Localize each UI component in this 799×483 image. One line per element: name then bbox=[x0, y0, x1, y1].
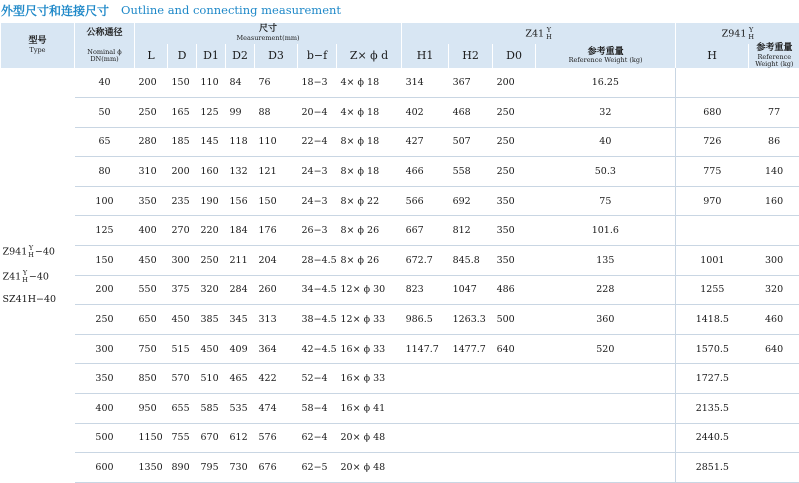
cell-H1: 566 bbox=[402, 186, 449, 216]
cell-D1: 220 bbox=[197, 216, 226, 246]
table-row bbox=[1, 186, 799, 216]
cell-weight-z941: 77 bbox=[749, 98, 799, 128]
cell-D0: 486 bbox=[493, 275, 536, 305]
cell-D0 bbox=[493, 364, 536, 394]
cell-D: 150 bbox=[168, 68, 197, 98]
cell-H2 bbox=[449, 453, 493, 483]
cell-H: 775 bbox=[676, 157, 749, 187]
cell-D0: 350 bbox=[493, 186, 536, 216]
cell-H2: 367 bbox=[449, 68, 493, 98]
cell-D: 890 bbox=[168, 453, 197, 483]
cell-H bbox=[676, 68, 749, 98]
cell-weight-z941 bbox=[749, 453, 799, 483]
cell-zd: 20× ϕ 48 bbox=[337, 423, 402, 453]
cell-bf: 62−5 bbox=[298, 453, 337, 483]
cell-weight-z41: 75 bbox=[536, 186, 676, 216]
cell-D: 165 bbox=[168, 98, 197, 128]
table-row bbox=[1, 453, 799, 483]
cell-H: 1418.5 bbox=[676, 305, 749, 335]
cell-weight-z41 bbox=[536, 453, 676, 483]
table-row bbox=[1, 394, 799, 424]
cell-L: 650 bbox=[135, 305, 168, 335]
cell-H1: 667 bbox=[402, 216, 449, 246]
cell-weight-z941 bbox=[749, 423, 799, 453]
col-weight-z941: 参考重量 Reference Weight (kg) bbox=[749, 44, 799, 68]
col-H2: H2 bbox=[449, 44, 493, 68]
cell-D0: 350 bbox=[493, 216, 536, 246]
cell-H: 1001 bbox=[676, 246, 749, 276]
cell-D2: 84 bbox=[226, 68, 255, 98]
cell-L: 750 bbox=[135, 334, 168, 364]
cell-L: 350 bbox=[135, 186, 168, 216]
cell-D0: 250 bbox=[493, 98, 536, 128]
cell-D: 300 bbox=[168, 246, 197, 276]
header-dn: 公称通径 bbox=[75, 23, 135, 44]
cell-zd: 4× ϕ 18 bbox=[337, 98, 402, 128]
cell-dn: 400 bbox=[75, 394, 135, 424]
heading-en: Outline and connecting measurement bbox=[121, 3, 341, 17]
cell-D: 450 bbox=[168, 305, 197, 335]
cell-dn: 80 bbox=[75, 157, 135, 187]
cell-weight-z941: 86 bbox=[749, 127, 799, 157]
cell-zd: 16× ϕ 41 bbox=[337, 394, 402, 424]
cell-D3: 422 bbox=[255, 364, 298, 394]
cell-bf: 38−4.5 bbox=[298, 305, 337, 335]
cell-D0: 200 bbox=[493, 68, 536, 98]
cell-H2: 1477.7 bbox=[449, 334, 493, 364]
cell-D1: 110 bbox=[197, 68, 226, 98]
cell-L: 250 bbox=[135, 98, 168, 128]
cell-H: 970 bbox=[676, 186, 749, 216]
cell-H: 2135.5 bbox=[676, 394, 749, 424]
cell-H2 bbox=[449, 394, 493, 424]
cell-dn: 50 bbox=[75, 98, 135, 128]
cell-D0 bbox=[493, 423, 536, 453]
cell-weight-z941: 640 bbox=[749, 334, 799, 364]
cell-dn: 100 bbox=[75, 186, 135, 216]
cell-weight-z41: 135 bbox=[536, 246, 676, 276]
cell-D1: 585 bbox=[197, 394, 226, 424]
cell-L: 450 bbox=[135, 246, 168, 276]
cell-D1: 250 bbox=[197, 246, 226, 276]
cell-dn: 250 bbox=[75, 305, 135, 335]
cell-zd: 16× ϕ 33 bbox=[337, 364, 402, 394]
cell-D1: 450 bbox=[197, 334, 226, 364]
cell-D: 375 bbox=[168, 275, 197, 305]
col-weight-z41: 参考重量 Reference Weight (kg) bbox=[536, 44, 676, 68]
cell-L: 310 bbox=[135, 157, 168, 187]
col-L: L bbox=[135, 44, 168, 68]
cell-zd: 4× ϕ 18 bbox=[337, 68, 402, 98]
cell-H bbox=[676, 216, 749, 246]
cell-D3: 150 bbox=[255, 186, 298, 216]
cell-D1: 670 bbox=[197, 423, 226, 453]
cell-D3: 110 bbox=[255, 127, 298, 157]
cell-zd: 20× ϕ 48 bbox=[337, 453, 402, 483]
col-D3: D3 bbox=[255, 44, 298, 68]
spec-table bbox=[0, 23, 799, 483]
cell-bf: 34−4.5 bbox=[298, 275, 337, 305]
table-row bbox=[1, 364, 799, 394]
cell-D: 515 bbox=[168, 334, 197, 364]
cell-weight-z41: 228 bbox=[536, 275, 676, 305]
cell-D1: 190 bbox=[197, 186, 226, 216]
col-D0: D0 bbox=[493, 44, 536, 68]
cell-zd: 8× ϕ 18 bbox=[337, 127, 402, 157]
cell-dn: 40 bbox=[75, 68, 135, 98]
cell-D0: 250 bbox=[493, 127, 536, 157]
cell-D2: 535 bbox=[226, 394, 255, 424]
cell-bf: 52−4 bbox=[298, 364, 337, 394]
cell-dn: 600 bbox=[75, 453, 135, 483]
cell-H1 bbox=[402, 364, 449, 394]
cell-H: 1255 bbox=[676, 275, 749, 305]
cell-weight-z41 bbox=[536, 364, 676, 394]
cell-weight-z41 bbox=[536, 423, 676, 453]
cell-D0 bbox=[493, 394, 536, 424]
cell-H2: 692 bbox=[449, 186, 493, 216]
cell-weight-z941 bbox=[749, 68, 799, 98]
cell-L: 850 bbox=[135, 364, 168, 394]
cell-weight-z41: 32 bbox=[536, 98, 676, 128]
cell-D2: 284 bbox=[226, 275, 255, 305]
table-row bbox=[1, 68, 799, 98]
table-row bbox=[1, 423, 799, 453]
cell-H2 bbox=[449, 364, 493, 394]
cell-D1: 160 bbox=[197, 157, 226, 187]
table-row bbox=[1, 334, 799, 364]
cell-dn: 125 bbox=[75, 216, 135, 246]
cell-bf: 24−3 bbox=[298, 157, 337, 187]
cell-dn: 65 bbox=[75, 127, 135, 157]
cell-H: 1727.5 bbox=[676, 364, 749, 394]
cell-zd: 16× ϕ 33 bbox=[337, 334, 402, 364]
cell-dn: 300 bbox=[75, 334, 135, 364]
cell-H1: 466 bbox=[402, 157, 449, 187]
cell-D0 bbox=[493, 453, 536, 483]
type-cell bbox=[1, 68, 75, 482]
cell-H2: 845.8 bbox=[449, 246, 493, 276]
cell-bf: 58−4 bbox=[298, 394, 337, 424]
header-measurement: 尺寸 Measurement(mm) bbox=[135, 23, 402, 44]
cell-dn: 150 bbox=[75, 246, 135, 276]
cell-D1: 145 bbox=[197, 127, 226, 157]
col-H: H bbox=[676, 44, 749, 68]
cell-bf: 42−4.5 bbox=[298, 334, 337, 364]
col-D: D bbox=[168, 44, 197, 68]
cell-H: 2440.5 bbox=[676, 423, 749, 453]
cell-D: 200 bbox=[168, 157, 197, 187]
spec-table-body bbox=[1, 68, 799, 482]
cell-weight-z41 bbox=[536, 394, 676, 424]
cell-H: 680 bbox=[676, 98, 749, 128]
cell-L: 200 bbox=[135, 68, 168, 98]
heading-zh: 外型尺寸和连接尺寸 bbox=[1, 2, 109, 19]
cell-H1 bbox=[402, 394, 449, 424]
cell-D2: 612 bbox=[226, 423, 255, 453]
cell-bf: 28−4.5 bbox=[298, 246, 337, 276]
cell-D2: 156 bbox=[226, 186, 255, 216]
cell-D3: 676 bbox=[255, 453, 298, 483]
cell-D3: 121 bbox=[255, 157, 298, 187]
cell-weight-z41: 520 bbox=[536, 334, 676, 364]
cell-D3: 576 bbox=[255, 423, 298, 453]
cell-bf: 24−3 bbox=[298, 186, 337, 216]
cell-H1: 427 bbox=[402, 127, 449, 157]
col-zd: Z× ϕ d bbox=[337, 44, 402, 68]
cell-D3: 76 bbox=[255, 68, 298, 98]
cell-D2: 184 bbox=[226, 216, 255, 246]
cell-D2: 409 bbox=[226, 334, 255, 364]
cell-H2: 558 bbox=[449, 157, 493, 187]
section-heading bbox=[0, 0, 799, 20]
cell-H2: 812 bbox=[449, 216, 493, 246]
cell-D2: 118 bbox=[226, 127, 255, 157]
cell-D1: 795 bbox=[197, 453, 226, 483]
table-row bbox=[1, 216, 799, 246]
cell-H2: 1047 bbox=[449, 275, 493, 305]
table-row bbox=[1, 157, 799, 187]
col-H1: H1 bbox=[402, 44, 449, 68]
cell-D3: 204 bbox=[255, 246, 298, 276]
cell-bf: 20−4 bbox=[298, 98, 337, 128]
model-name: Z41 Y H −40 bbox=[3, 270, 75, 284]
header-type: 型号 Type bbox=[1, 23, 75, 68]
cell-D0: 500 bbox=[493, 305, 536, 335]
cell-D: 570 bbox=[168, 364, 197, 394]
cell-D1: 320 bbox=[197, 275, 226, 305]
cell-bf: 18−3 bbox=[298, 68, 337, 98]
table-row bbox=[1, 305, 799, 335]
cell-H1: 823 bbox=[402, 275, 449, 305]
cell-L: 550 bbox=[135, 275, 168, 305]
cell-D3: 260 bbox=[255, 275, 298, 305]
cell-dn: 200 bbox=[75, 275, 135, 305]
cell-H2: 468 bbox=[449, 98, 493, 128]
cell-D3: 176 bbox=[255, 216, 298, 246]
cell-L: 1150 bbox=[135, 423, 168, 453]
cell-D2: 211 bbox=[226, 246, 255, 276]
cell-weight-z941: 160 bbox=[749, 186, 799, 216]
cell-D0: 640 bbox=[493, 334, 536, 364]
cell-weight-z41: 16.25 bbox=[536, 68, 676, 98]
header-z941: Z941 Y H bbox=[676, 23, 799, 44]
header-z41: Z41 Y H bbox=[402, 23, 676, 44]
cell-weight-z41: 360 bbox=[536, 305, 676, 335]
cell-H1: 402 bbox=[402, 98, 449, 128]
cell-L: 400 bbox=[135, 216, 168, 246]
cell-D2: 99 bbox=[226, 98, 255, 128]
cell-D3: 364 bbox=[255, 334, 298, 364]
cell-weight-z941: 460 bbox=[749, 305, 799, 335]
model-name: Z941 Y H −40 bbox=[3, 245, 75, 259]
cell-D1: 125 bbox=[197, 98, 226, 128]
cell-H2: 507 bbox=[449, 127, 493, 157]
cell-weight-z941: 140 bbox=[749, 157, 799, 187]
cell-D2: 730 bbox=[226, 453, 255, 483]
cell-weight-z941 bbox=[749, 364, 799, 394]
col-bf: b−f bbox=[298, 44, 337, 68]
cell-H: 726 bbox=[676, 127, 749, 157]
cell-D3: 474 bbox=[255, 394, 298, 424]
model-name: SZ41H−40 bbox=[3, 295, 75, 305]
cell-weight-z41: 101.6 bbox=[536, 216, 676, 246]
cell-D3: 313 bbox=[255, 305, 298, 335]
cell-D: 235 bbox=[168, 186, 197, 216]
cell-zd: 8× ϕ 26 bbox=[337, 216, 402, 246]
cell-H2 bbox=[449, 423, 493, 453]
cell-weight-z941 bbox=[749, 216, 799, 246]
cell-H1: 672.7 bbox=[402, 246, 449, 276]
cell-zd: 8× ϕ 18 bbox=[337, 157, 402, 187]
cell-L: 1350 bbox=[135, 453, 168, 483]
table-row bbox=[1, 246, 799, 276]
header-dn-en: Nominal ϕ DN(mm) bbox=[75, 44, 135, 68]
cell-D1: 510 bbox=[197, 364, 226, 394]
cell-zd: 12× ϕ 33 bbox=[337, 305, 402, 335]
cell-D: 655 bbox=[168, 394, 197, 424]
cell-H1 bbox=[402, 423, 449, 453]
cell-D0: 250 bbox=[493, 157, 536, 187]
cell-weight-z941: 300 bbox=[749, 246, 799, 276]
cell-zd: 8× ϕ 26 bbox=[337, 246, 402, 276]
table-row bbox=[1, 127, 799, 157]
cell-D3: 88 bbox=[255, 98, 298, 128]
cell-H: 1570.5 bbox=[676, 334, 749, 364]
cell-bf: 22−4 bbox=[298, 127, 337, 157]
cell-weight-z941 bbox=[749, 394, 799, 424]
cell-D: 755 bbox=[168, 423, 197, 453]
cell-bf: 62−4 bbox=[298, 423, 337, 453]
cell-zd: 8× ϕ 22 bbox=[337, 186, 402, 216]
col-D1: D1 bbox=[197, 44, 226, 68]
cell-weight-z41: 40 bbox=[536, 127, 676, 157]
cell-weight-z941: 320 bbox=[749, 275, 799, 305]
cell-H2: 1263.3 bbox=[449, 305, 493, 335]
cell-H: 2851.5 bbox=[676, 453, 749, 483]
cell-D: 185 bbox=[168, 127, 197, 157]
cell-zd: 12× ϕ 30 bbox=[337, 275, 402, 305]
cell-H1: 1147.7 bbox=[402, 334, 449, 364]
cell-L: 280 bbox=[135, 127, 168, 157]
cell-D: 270 bbox=[168, 216, 197, 246]
cell-bf: 26−3 bbox=[298, 216, 337, 246]
cell-weight-z41: 50.3 bbox=[536, 157, 676, 187]
col-D2: D2 bbox=[226, 44, 255, 68]
cell-D2: 345 bbox=[226, 305, 255, 335]
cell-dn: 500 bbox=[75, 423, 135, 453]
cell-H1: 314 bbox=[402, 68, 449, 98]
cell-L: 950 bbox=[135, 394, 168, 424]
cell-D2: 132 bbox=[226, 157, 255, 187]
table-row bbox=[1, 98, 799, 128]
cell-dn: 350 bbox=[75, 364, 135, 394]
cell-D1: 385 bbox=[197, 305, 226, 335]
table-row bbox=[1, 275, 799, 305]
cell-H1 bbox=[402, 453, 449, 483]
cell-D2: 465 bbox=[226, 364, 255, 394]
cell-D0: 350 bbox=[493, 246, 536, 276]
cell-H1: 986.5 bbox=[402, 305, 449, 335]
